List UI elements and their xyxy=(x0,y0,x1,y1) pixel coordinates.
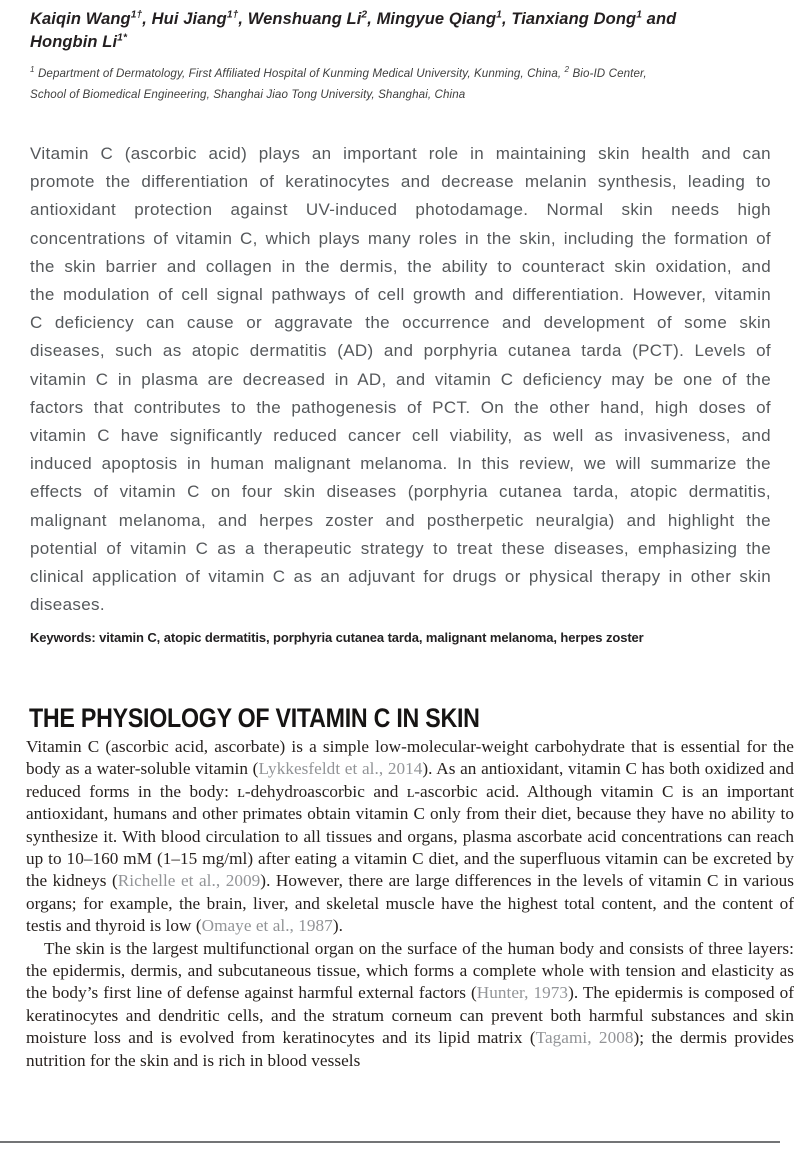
citation-link[interactable]: Tagami, 2008 xyxy=(535,1028,634,1048)
body-text xyxy=(26,736,794,1072)
keywords-line: Keywords: vitamin C, atopic dermatitis, porphyria cutanea tarda, malignant melanoma, herpes zoster xyxy=(30,630,644,645)
citation-link[interactable]: Omaye et al., 1987 xyxy=(201,916,333,936)
affiliations: $^1$ Department of Dermatology, First Affiliated Hospital of Kunming Medical University, Kunming, China, $^2$ Bio-ID Center, School of Biomedical Engineering, Shanghai Jiao Tong University, Shanghai, China xyxy=(30,65,647,101)
section-heading: THE PHYSIOLOGY OF VITAMIN C IN SKIN xyxy=(29,703,480,734)
body-paragraph-1: Vitamin C (ascorbic acid, ascorbate) is a simple low-molecular-weight carbohydrate that is essential for the body as a water-soluble vitamin (Lykkesfeldt et al., 2014). As an antioxidant, vitamin C has both oxidized and reduced forms in the body: ʟ-dehydroascorbic and ʟ-ascorbic acid. Although vitamin C is an important antioxidant, humans and other primates obtain vitamin C only from their diet, because they have no ability to synthesize it. With blood circulation to all tissues and organs, plasma ascorbate acid concentrations can reach up to 10–160 mM (1–15 mg/ml) after eating a vitamin C diet, and the superfluous vitamin can be excreted by the kidneys (Richelle et al., 2009). However, there are large differences in the levels of vitamin C in various organs; for example, the brain, liver, and skeletal muscle have the highest total content, and the content of testis and thyroid is low (Omaye et al., 1987). xyxy=(26,737,794,936)
abstract-text: Vitamin C (ascorbic acid) plays an important role in maintaining skin health and can promote the differentiation of keratinocytes and decrease melanin synthesis, leading to antioxidant protection against UV-induced photodamage. Normal skin needs high concentrations of vitamin C, which plays many roles in the skin, including the formation of the skin barrier and collagen in the dermis, the ability to counteract skin oxidation, and the modulation of cell signal pathways of cell growth and differentiation. However, vitamin C deficiency can cause or aggravate the occurrence and development of some skin diseases, such as atopic dermatitis (AD) and porphyria cutanea tarda (PCT). Levels of vitamin C in plasma are decreased in AD, and vitamin C deficiency may be one of the factors that contributes to the pathogenesis of PCT. On the other hand, high doses of vitamin C have significantly reduced cancer cell viability, as well as invasiveness, and induced apoptosis in human malignant melanoma. In this review, we will summarize the effects of vitamin C on four skin diseases (porphyria cutanea tarda, atopic dermatitis, malignant melanoma, and herpes zoster and postherpetic neuralgia) and highlight the potential of vitamin C as a therapeutic strategy to treat these diseases, emphasizing the clinical application of vitamin C as an adjuvant for drugs or physical therapy in other skin diseases. xyxy=(30,144,771,615)
author-list: Kaiqin Wang$^{1\dagger}$, Hui Jiang$^{1\dagger}$, Wenshuang Li$^2$, Mingyue Qiang$^1$, Tianxiang Dong$^1$ and Hongbin $Li^{1*}$ xyxy=(30,9,677,51)
page-divider xyxy=(0,1141,780,1143)
body-paragraph-2: The skin is the largest multifunctional organ on the surface of the human body and consists of three layers: the epidermis, dermis, and subcutaneous tissue, which forms a complete whole with tension and elasticity as the body’s first line of defense against harmful external factors (Hunter, 1973). The epidermis is composed of keratinocytes and dendritic cells, and the stratum corneum can prevent both harmful substances and skin moisture loss and is evolved from keratinocytes and its lipid matrix (Tagami, 2008); the dermis provides nutrition for the skin and is rich in blood vessels xyxy=(26,938,795,1070)
citation-link[interactable]: Richelle et al., 2009 xyxy=(117,871,261,891)
citation-link[interactable]: Hunter, 1973 xyxy=(476,983,569,1003)
citation-link[interactable]: Lykkesfeldt et al., 2014 xyxy=(258,759,423,779)
